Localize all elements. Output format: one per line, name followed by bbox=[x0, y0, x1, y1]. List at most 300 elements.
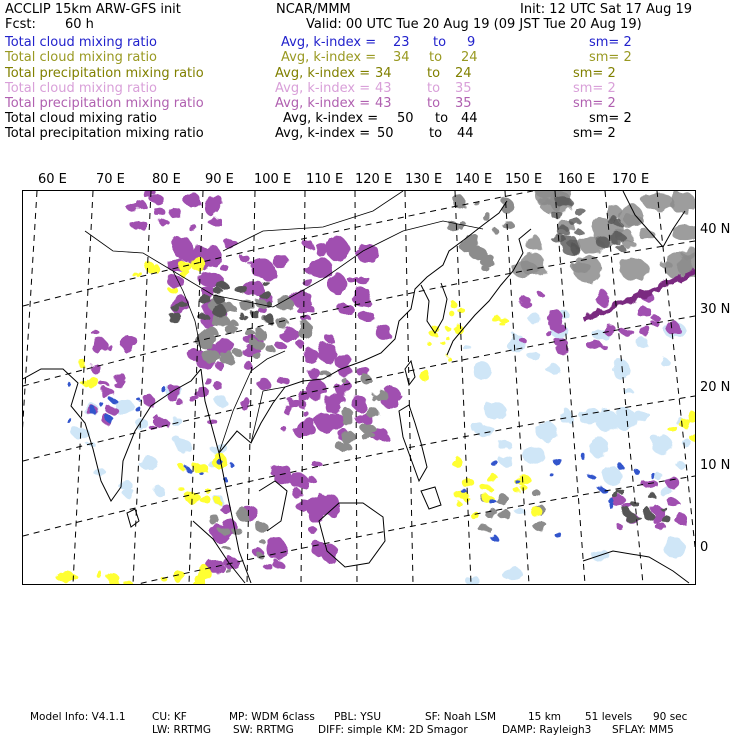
field-patch bbox=[251, 259, 275, 278]
field-patch bbox=[279, 327, 299, 342]
legend-row bbox=[5, 81, 735, 96]
field-patch bbox=[461, 489, 467, 493]
field-patch bbox=[493, 229, 500, 234]
field-patch bbox=[634, 412, 651, 421]
k-index-end: 44 bbox=[461, 111, 478, 126]
field-patch bbox=[480, 253, 494, 268]
k-index-end: 35 bbox=[455, 96, 472, 111]
field-patch bbox=[171, 416, 181, 426]
plot-title: ACCLIP 15km ARW-GFS init bbox=[5, 2, 181, 17]
field-patch bbox=[682, 438, 691, 446]
field-patch bbox=[255, 334, 265, 339]
field-patch bbox=[429, 331, 437, 336]
field-patch bbox=[612, 360, 630, 379]
field-patch bbox=[222, 546, 230, 550]
field-patch bbox=[302, 423, 315, 435]
field-patch bbox=[457, 502, 463, 507]
field-patch bbox=[273, 255, 289, 269]
field-patch bbox=[153, 207, 164, 216]
field-patch bbox=[78, 360, 86, 368]
field-patch bbox=[580, 453, 586, 459]
longitude-label: 80 E bbox=[152, 172, 181, 187]
k-index-start: 50 bbox=[377, 126, 394, 141]
init-time: Init: 12 UTC Sat 17 Aug 19 bbox=[520, 2, 693, 17]
field-patch bbox=[188, 224, 197, 232]
field-patch bbox=[660, 358, 668, 366]
field-patch bbox=[290, 290, 312, 306]
field-patch bbox=[689, 434, 695, 442]
k-index-to: to bbox=[435, 111, 449, 126]
field-patch bbox=[325, 334, 334, 343]
grid-line bbox=[505, 191, 529, 584]
field-patch bbox=[277, 377, 290, 384]
field-patch bbox=[498, 440, 512, 450]
map-panel bbox=[22, 190, 696, 585]
field-patch bbox=[139, 457, 158, 470]
field-patch bbox=[336, 442, 352, 451]
field-patch bbox=[251, 340, 265, 349]
field-patch bbox=[530, 506, 542, 516]
field-patch bbox=[134, 406, 140, 411]
organization: NCAR/MMM bbox=[276, 2, 351, 17]
latitude-label: 20 N bbox=[700, 380, 731, 395]
field-patch bbox=[244, 330, 255, 336]
field-patch bbox=[574, 228, 583, 235]
field-patch bbox=[255, 299, 267, 307]
field-patch bbox=[209, 515, 220, 525]
field-patch bbox=[66, 417, 71, 422]
k-index-start: 34 bbox=[375, 66, 392, 81]
grid-line bbox=[133, 191, 151, 584]
k-index-to: to bbox=[427, 81, 441, 96]
field-patch bbox=[355, 416, 369, 425]
field-patch bbox=[201, 473, 205, 476]
field-patch bbox=[674, 513, 687, 525]
field-patch bbox=[253, 352, 262, 359]
field-patch bbox=[545, 364, 559, 373]
field-patch bbox=[449, 310, 454, 316]
field-patch bbox=[536, 422, 557, 441]
cloud-fields bbox=[55, 191, 695, 584]
model-info-item: DAMP: Rayleigh3 bbox=[502, 724, 592, 736]
field-patch bbox=[225, 325, 239, 334]
field-patch bbox=[603, 467, 622, 485]
field-patch bbox=[451, 457, 463, 467]
avg-label: Avg, k-index = bbox=[283, 111, 379, 126]
field-patch bbox=[667, 499, 680, 506]
k-index-to: to bbox=[427, 66, 441, 81]
field-patch bbox=[207, 419, 217, 424]
field-patch bbox=[492, 461, 499, 468]
field-patch bbox=[184, 193, 201, 207]
avg-label: Avg, k-index = bbox=[281, 35, 377, 50]
longitude-label: 110 E bbox=[306, 172, 344, 187]
field-patch bbox=[361, 424, 376, 433]
field-patch bbox=[484, 402, 506, 420]
field-patch bbox=[620, 328, 633, 335]
field-patch bbox=[498, 317, 507, 323]
k-index-end: 9 bbox=[467, 35, 476, 50]
field-patch bbox=[214, 497, 222, 504]
field-patch bbox=[150, 194, 163, 204]
valid-time: Valid: 00 UTC Tue 20 Aug 19 (09 JST Tue 20 Aug 19) bbox=[306, 17, 642, 32]
k-index-start: 43 bbox=[375, 81, 392, 96]
field-patch bbox=[215, 305, 226, 315]
field-patch bbox=[236, 507, 248, 520]
field-patch bbox=[154, 266, 161, 273]
model-info-item: 90 sec bbox=[653, 711, 688, 723]
k-index-end: 35 bbox=[455, 81, 472, 96]
field-patch bbox=[106, 406, 117, 415]
field-patch bbox=[517, 481, 522, 486]
field-patch bbox=[634, 468, 639, 474]
field-patch bbox=[220, 350, 234, 365]
field-patch bbox=[266, 345, 275, 352]
field-patch bbox=[126, 204, 140, 212]
field-patch bbox=[558, 227, 570, 237]
field-patch bbox=[110, 399, 117, 403]
field-patch bbox=[258, 291, 271, 299]
legend-row bbox=[5, 96, 735, 111]
field-patch bbox=[275, 343, 286, 349]
field-patch bbox=[660, 507, 667, 511]
field-patch bbox=[167, 276, 184, 288]
field-patch bbox=[153, 418, 169, 427]
field-patch bbox=[356, 277, 371, 285]
field-patch bbox=[643, 509, 653, 520]
field-patch bbox=[155, 486, 165, 497]
field-patch bbox=[176, 399, 183, 406]
field-patch bbox=[303, 412, 310, 416]
latitude-label: 0 bbox=[700, 540, 709, 555]
longitude-label: 70 E bbox=[96, 172, 125, 187]
field-patch bbox=[486, 508, 497, 520]
field-patch bbox=[94, 468, 106, 477]
longitude-label: 150 E bbox=[505, 172, 543, 187]
grid-line bbox=[605, 191, 643, 584]
field-patch bbox=[549, 322, 564, 331]
field-patch bbox=[239, 300, 254, 311]
field-patch bbox=[502, 568, 524, 580]
model-info-item: SW: RRTMG bbox=[233, 724, 294, 736]
k-index-to: to bbox=[433, 35, 447, 50]
field-patch bbox=[555, 458, 563, 466]
field-patch bbox=[173, 436, 181, 443]
field-patch bbox=[440, 341, 445, 345]
field-patch bbox=[214, 395, 226, 406]
field-patch bbox=[463, 345, 472, 351]
field-patch bbox=[609, 233, 626, 245]
smoothing-label: sm= 2 bbox=[589, 111, 632, 126]
field-patch bbox=[647, 492, 655, 499]
field-patch bbox=[219, 528, 230, 535]
field-patch bbox=[159, 386, 165, 391]
longitude-label: 160 E bbox=[558, 172, 596, 187]
field-patch bbox=[248, 262, 257, 267]
field-patch bbox=[304, 349, 319, 365]
field-patch bbox=[568, 217, 580, 225]
field-patch bbox=[359, 312, 376, 322]
field-patch bbox=[341, 408, 354, 421]
field-patch bbox=[652, 321, 659, 327]
field-patch bbox=[369, 433, 376, 437]
field-patch bbox=[278, 295, 292, 307]
field-patch bbox=[528, 351, 540, 360]
model-info-item: DIFF: simple bbox=[318, 724, 382, 736]
field-patch bbox=[446, 327, 451, 332]
smoothing-label: sm= 2 bbox=[573, 66, 616, 81]
field-patch bbox=[352, 287, 373, 306]
field-patch bbox=[178, 487, 185, 491]
field-patch bbox=[637, 337, 648, 349]
field-patch bbox=[214, 288, 223, 295]
field-name: Total cloud mixing ratio bbox=[5, 50, 158, 65]
field-patch bbox=[250, 310, 260, 317]
field-patch bbox=[193, 463, 208, 474]
field-patch bbox=[326, 392, 345, 408]
field-patch bbox=[89, 405, 94, 409]
field-patch bbox=[462, 477, 473, 488]
legend-row bbox=[5, 66, 735, 81]
field-patch bbox=[370, 394, 377, 400]
field-patch bbox=[107, 574, 120, 584]
field-patch bbox=[597, 410, 619, 433]
field-patch bbox=[650, 473, 656, 479]
field-patch bbox=[215, 281, 227, 288]
k-index-start: 43 bbox=[375, 96, 392, 111]
k-index-end: 24 bbox=[461, 50, 478, 65]
field-patch bbox=[297, 322, 313, 339]
field-patch bbox=[479, 525, 491, 533]
field-name: Total cloud mixing ratio bbox=[5, 35, 158, 50]
field-patch bbox=[241, 255, 250, 263]
field-patch bbox=[213, 382, 224, 389]
field-patch bbox=[555, 532, 562, 537]
field-name: Total precipitation mixing ratio bbox=[5, 96, 204, 111]
smoothing-label: sm= 2 bbox=[589, 50, 632, 65]
legend-row bbox=[5, 126, 735, 141]
model-info-item: SF: Noah LSM bbox=[425, 711, 497, 723]
avg-label: Avg, k-index = bbox=[275, 81, 371, 96]
grid-line bbox=[405, 191, 413, 584]
field-patch bbox=[240, 398, 252, 410]
field-patch bbox=[672, 225, 695, 241]
field-patch bbox=[499, 322, 504, 326]
smoothing-label: sm= 2 bbox=[573, 81, 616, 96]
field-patch bbox=[107, 345, 113, 350]
field-patch bbox=[288, 399, 303, 408]
field-patch bbox=[100, 403, 104, 408]
k-index-to: to bbox=[427, 96, 441, 111]
longitude-label: 90 E bbox=[205, 172, 234, 187]
field-patch bbox=[637, 306, 652, 318]
field-patch bbox=[624, 389, 634, 396]
field-patch bbox=[447, 338, 451, 341]
field-patch bbox=[234, 285, 248, 292]
field-patch bbox=[420, 374, 426, 381]
field-patch bbox=[191, 256, 205, 271]
field-patch bbox=[617, 489, 625, 494]
field-patch bbox=[106, 416, 113, 423]
field-patch bbox=[203, 199, 219, 215]
longitude-label: 140 E bbox=[455, 172, 493, 187]
field-patch bbox=[661, 514, 670, 522]
field-patch bbox=[468, 246, 480, 253]
field-patch bbox=[198, 294, 210, 304]
field-patch bbox=[513, 489, 520, 493]
field-patch bbox=[258, 378, 270, 390]
field-patch bbox=[317, 343, 337, 363]
field-patch bbox=[666, 476, 679, 489]
field-patch bbox=[532, 490, 541, 497]
field-patch bbox=[224, 568, 231, 572]
field-patch bbox=[273, 561, 284, 569]
field-patch bbox=[308, 368, 320, 379]
field-patch bbox=[514, 508, 525, 514]
field-patch bbox=[91, 337, 107, 353]
field-patch bbox=[497, 494, 508, 506]
field-patch bbox=[179, 465, 185, 470]
field-patch bbox=[499, 510, 511, 520]
field-patch bbox=[589, 437, 608, 458]
field-patch bbox=[264, 283, 272, 287]
field-patch bbox=[571, 262, 591, 274]
field-patch bbox=[307, 506, 324, 523]
field-patch bbox=[498, 455, 513, 465]
field-patch bbox=[512, 261, 539, 277]
k-index-start: 50 bbox=[397, 111, 414, 126]
grid-line bbox=[355, 191, 357, 584]
avg-label: Avg, k-index = bbox=[275, 126, 371, 141]
field-patch bbox=[254, 522, 265, 531]
field-patch bbox=[588, 474, 595, 479]
field-patch bbox=[169, 209, 183, 219]
field-patch bbox=[113, 380, 127, 389]
field-patch bbox=[334, 354, 353, 369]
field-patch bbox=[329, 239, 344, 250]
field-name: Total cloud mixing ratio bbox=[5, 81, 158, 96]
model-info-item: Model Info: V4.1.1 bbox=[30, 711, 126, 723]
field-patch bbox=[327, 273, 346, 294]
field-patch bbox=[603, 324, 616, 336]
field-patch bbox=[297, 341, 306, 348]
field-patch bbox=[558, 409, 572, 423]
field-patch bbox=[586, 340, 601, 350]
field-patch bbox=[481, 485, 492, 491]
longitude-label: 170 E bbox=[612, 172, 650, 187]
field-patch bbox=[617, 525, 624, 531]
k-index-end: 24 bbox=[455, 66, 472, 81]
field-patch bbox=[351, 395, 367, 410]
field-patch bbox=[523, 447, 546, 464]
field-patch bbox=[376, 324, 392, 340]
field-patch bbox=[664, 537, 685, 558]
field-patch bbox=[168, 312, 182, 323]
forecast-hour: 60 h bbox=[65, 17, 94, 32]
field-patch bbox=[233, 348, 242, 356]
model-info-item: KM: 2D Smagor bbox=[386, 724, 468, 736]
longitude-label: 100 E bbox=[254, 172, 292, 187]
field-patch bbox=[651, 316, 660, 321]
field-patch bbox=[472, 362, 491, 380]
field-patch bbox=[203, 327, 218, 335]
legend-row bbox=[5, 111, 735, 126]
field-patch bbox=[159, 218, 168, 226]
field-patch bbox=[533, 520, 546, 531]
field-patch bbox=[486, 474, 498, 483]
k-index-to: to bbox=[429, 50, 443, 65]
field-patch bbox=[596, 235, 609, 247]
smoothing-label: sm= 2 bbox=[573, 96, 616, 111]
field-patch bbox=[136, 398, 140, 400]
field-patch bbox=[125, 580, 132, 584]
model-info-item: SFLAY: MM5 bbox=[612, 724, 674, 736]
field-patch bbox=[652, 434, 672, 455]
field-patch bbox=[341, 378, 347, 383]
field-patch bbox=[452, 195, 465, 207]
field-patch bbox=[642, 479, 658, 489]
avg-label: Avg, k-index = bbox=[281, 50, 377, 65]
longitude-label: 130 E bbox=[405, 172, 443, 187]
field-patch bbox=[311, 460, 322, 466]
field-patch bbox=[232, 528, 242, 535]
field-patch bbox=[315, 413, 332, 432]
field-patch bbox=[616, 245, 624, 251]
field-patch bbox=[307, 477, 316, 483]
field-patch bbox=[656, 523, 666, 532]
field-patch bbox=[122, 488, 134, 497]
field-patch bbox=[457, 308, 465, 313]
grid-line bbox=[23, 191, 37, 584]
field-patch bbox=[100, 387, 114, 398]
model-info-item: 51 levels bbox=[585, 711, 633, 723]
field-patch bbox=[470, 422, 484, 432]
field-patch bbox=[66, 382, 71, 386]
field-patch bbox=[555, 197, 573, 206]
field-patch bbox=[375, 391, 389, 402]
field-patch bbox=[617, 464, 624, 469]
smoothing-label: sm= 2 bbox=[589, 35, 632, 50]
field-patch bbox=[211, 217, 223, 227]
field-patch bbox=[208, 559, 225, 572]
field-patch bbox=[613, 220, 622, 227]
avg-label: Avg, k-index = bbox=[275, 66, 371, 81]
field-patch bbox=[266, 314, 275, 323]
field-patch bbox=[528, 313, 539, 324]
field-patch bbox=[446, 356, 450, 360]
field-patch bbox=[609, 503, 615, 509]
field-patch bbox=[366, 408, 379, 418]
field-patch bbox=[219, 503, 230, 512]
field-patch bbox=[341, 433, 351, 443]
avg-label: Avg, k-index = bbox=[275, 96, 371, 111]
model-info-item: CU: KF bbox=[152, 711, 187, 723]
longitude-label: 120 E bbox=[355, 172, 393, 187]
k-index-start: 34 bbox=[393, 50, 410, 65]
grid-line bbox=[247, 191, 255, 584]
field-patch bbox=[303, 241, 313, 249]
field-patch bbox=[639, 325, 650, 336]
forecast-label: Fcst: bbox=[5, 17, 36, 32]
field-patch bbox=[281, 427, 288, 431]
longitude-label: 60 E bbox=[38, 172, 67, 187]
field-patch bbox=[229, 463, 234, 467]
field-patch bbox=[670, 191, 695, 213]
field-patch bbox=[220, 264, 229, 272]
field-patch bbox=[266, 538, 287, 560]
field-patch bbox=[89, 377, 99, 388]
field-patch bbox=[597, 293, 607, 299]
